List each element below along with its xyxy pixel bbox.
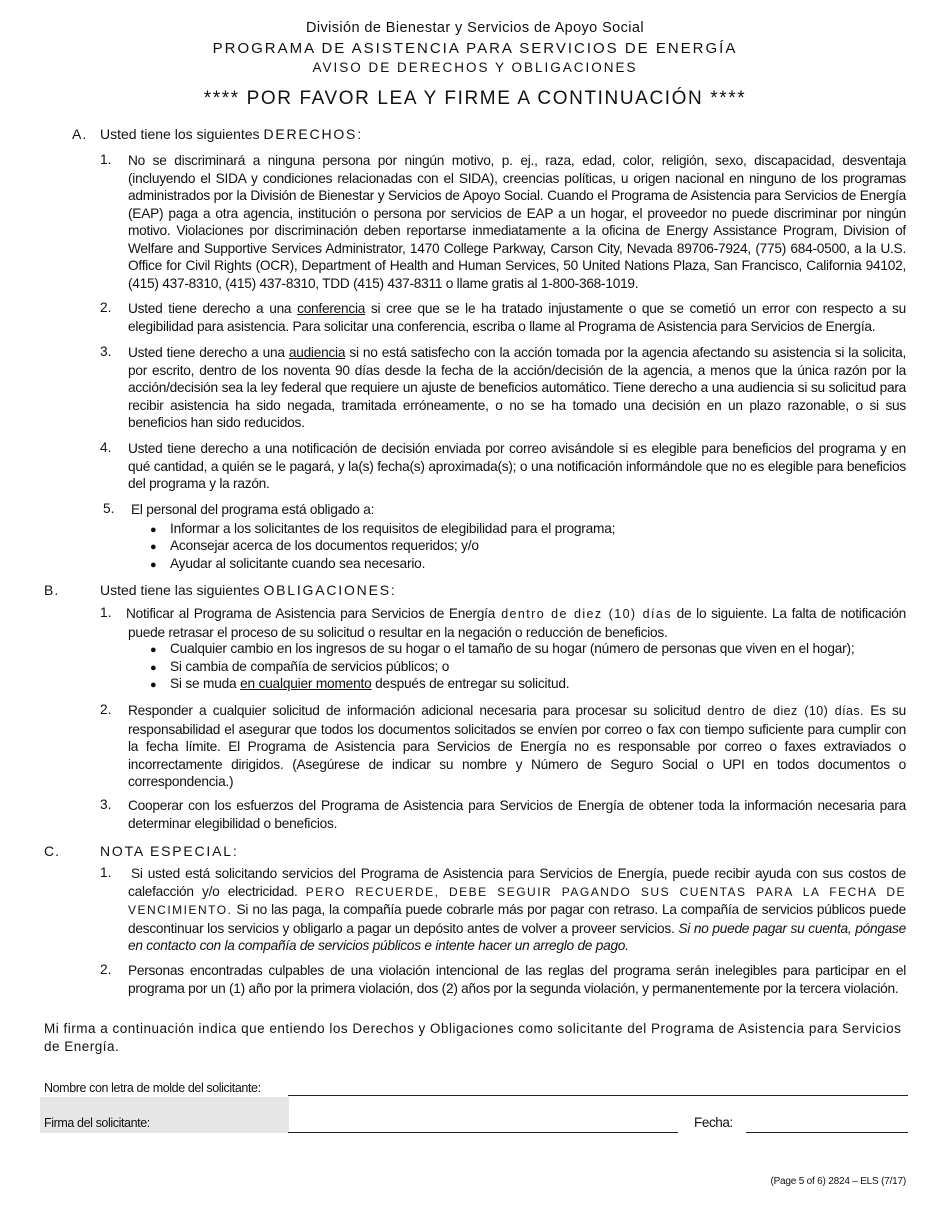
- page-footer: (Page 5 of 6) 2824 – ELS (7/17): [770, 1176, 906, 1187]
- program-name: PROGRAMA DE ASISTENCIA PARA SERVICIOS DE ENERGÍA: [212, 40, 738, 57]
- text-run: si cree que se le ha tratado injustamente o que se cometió un error con respecto a su elegibilidad para asistencia. Para solicitar una conferencia, escriba o llame al Programa de Asistencia para Servicios de Energía.: [128, 301, 906, 334]
- item-number: 5.: [103, 501, 115, 516]
- obligation-cooperate: Cooperar con los esfuerzos del Programa de Asistencia para Servicios de Energía de obtener toda la información necesaria para determinar elegibilidad o beneficios.: [128, 798, 906, 831]
- note-keep-paying-bills: [128, 865, 906, 955]
- section-title-text: Usted tiene las siguientes: [100, 582, 264, 598]
- italic-advice: Si no puede pagar su cuenta, póngase en contacto con la compañía de servicios públicos e intente hacer un arreglo de pago.: [128, 920, 907, 953]
- section-letter: B.: [44, 582, 60, 598]
- list-item-text: Si se muda: [170, 676, 241, 691]
- bullet-icon: ●: [150, 541, 157, 553]
- item-number: 2.: [100, 702, 112, 717]
- text-run: si no está satisfecho con la acción tomada por la agencia afectando su asistencia si la solicita, por escrito, dentro de los noventa 90 días desde la fecha de la acción/decisión de la agencia, a menos que la única razón por la acción/decisión sea la ley federal que requiere un ajuste de beneficios automático. Tiene derecho a una audiencia si su solicitud para recibir asistencia ha sido negada, tramitada erróneamente, o no se ha tomado una decisión en un plazo razonable, o si sus beneficios han sido reducidos.: [128, 345, 906, 430]
- item-number: 1.: [100, 152, 112, 167]
- signature-field[interactable]: [288, 1132, 678, 1133]
- list-item-text: Cualquier cambio en los ingresos de su hogar o el tamaño de su hogar (número de personas que viven en el hogar);: [170, 641, 855, 656]
- obligation-notify-changes: [128, 605, 906, 641]
- section-title-keyword: DERECHOS: [263, 126, 358, 142]
- notice-title: AVISO DE DERECHOS Y OBLIGACIONES: [312, 60, 638, 75]
- bullet-icon: ●: [150, 644, 157, 656]
- list-item: [150, 675, 569, 695]
- emphasized-deadline: dentro de diez (10) días.: [700, 704, 864, 718]
- section-letter: C.: [44, 843, 60, 859]
- underlined-term: conferencia: [297, 301, 366, 316]
- item-number: 2.: [100, 962, 112, 977]
- item-number: 3.: [100, 344, 112, 359]
- text-run: Si no las paga, la compañía puede cobrarle más por pagar con retraso. La compañía de servicios públicos puede descontinuar los servicios y obligarlo a pagar un depósito antes de volver a proveer servicios.: [128, 902, 906, 936]
- list-item: [150, 537, 479, 557]
- section-title-keyword: OBLIGACIONES: [263, 582, 391, 598]
- note-violation-penalty: Personas encontradas culpables de una violación intencional de las reglas del programa serán inelegibles para participar en el programa por un (1) año por la primera violación, dos (2) años por la segunda violación, y permanentemente por la tercera violación.: [128, 963, 906, 996]
- item-number: 2.: [100, 300, 112, 315]
- bullet-icon: ●: [150, 524, 157, 536]
- bullet-icon: ●: [150, 559, 157, 571]
- list-item: [150, 555, 425, 575]
- agency-name: División de Bienestar y Servicios de Apoyo Social: [306, 20, 644, 36]
- text-run: Notificar al Programa de Asistencia para Servicios de Energía: [126, 606, 496, 621]
- right-nondiscrimination: No se discriminará a ninguna persona por ningún motivo, p. ej., raza, edad, color, religión, sexo, discapacidad, desventaja (incluyendo el SIDA y condiciones relacionadas con el SIDA), creencias políticas, u origen nacional en ninguno de los programas administrados por la División de Bienestar y Servicios de Apoyo Social. Cuando el Programa de Asistencia para Servicios de Energía (EAP) paga a otra agencia, institución o persona por servicios de EAP a un hogar, el proveedor no puede discriminar por ningún motivo. Violaciones por discriminación deben reportarse inmediatamente a la oficina de Energy Assistance Program, Division of Welfare and Supportive Services Administrator, 1470 College Parkway, Carson City, Nevada 89706-7924, (775) 684-0500, a la U.S. Office for Civil Rights (OCR), Department of Health and Human Services, 50 United Nations Plaza, San Francisco, California 94102, (415) 437-8310, (415) 437-8310, TDD (415) 437-8311 o llame gratis al 1-800-368-1019.: [128, 153, 906, 291]
- printed-name-field[interactable]: [288, 1095, 908, 1096]
- item-number: 1.: [100, 605, 112, 620]
- section-title-text: NOTA ESPECIAL:: [100, 843, 239, 859]
- text-run: Usted tiene derecho a una: [128, 345, 289, 360]
- right-conference: [128, 300, 906, 335]
- list-item-text: Informar a los solicitantes de los requisitos de elegibilidad para el programa;: [170, 521, 616, 536]
- list-item-text: Aconsejar acerca de los documentos requeridos; y/o: [170, 538, 479, 553]
- section-title-text: Usted tiene los siguientes: [100, 126, 264, 142]
- list-item-text: Si cambia de compañía de servicios públicos; o: [170, 659, 450, 674]
- emphasized-deadline: dentro de diez (10) días: [495, 607, 672, 621]
- signature-statement: Mi firma a continuación indica que entiendo los Derechos y Obligaciones como solicitante del Programa de Asistencia para Servicios de Energía.: [44, 1021, 902, 1054]
- text-run: de lo siguiente. La falta de notificación puede retrasar el proceso de su solicitud o resultar en la negación o reducción de beneficios.: [128, 606, 906, 640]
- text-run: Usted tiene derecho a una: [128, 301, 298, 316]
- bullet-icon: ●: [150, 662, 157, 674]
- underlined-term: audiencia: [288, 345, 346, 360]
- staff-obligations-intro: El personal del programa está obligado a:: [131, 502, 375, 517]
- printed-name-label: Nombre con letra de molde del solicitante:: [44, 1081, 261, 1095]
- text-run: Es su responsabilidad el asegurar que todos los documentos solicitados se envíen por correo o fax con tiempo suficiente para cumplir con la fecha límite. El Programa de Asistencia para Servicios de Energía no es responsable por correo o faxes extraviados o incorrectamente dirigidos. (Asegúrese de indicar su nombre y Número de Seguro Social o UPI en todos documentos o correspondencia.): [128, 703, 906, 789]
- list-item: [150, 640, 854, 660]
- read-and-sign-instruction: **** POR FAVOR LEA Y FIRME A CONTINUACIÓN ****: [203, 88, 747, 109]
- section-title-colon: :: [357, 126, 362, 142]
- text-run: Si usted está solicitando servicios del Programa de Asistencia para Servicios de Energía, puede recibir ayuda con sus costos de calefacción y/o electricidad.: [128, 866, 906, 899]
- list-item-text: después de entregar su solicitud.: [371, 676, 570, 691]
- right-decision-notice: Usted tiene derecho a una notificación de decisión enviada por correo avisándole si es elegible para beneficios del programa y en qué cantidad, a quién se le pagará, y la(s) fecha(s) aproximada(s); o una notificación informándole que no es elegible para beneficios del programa y la razón.: [128, 441, 906, 491]
- underlined-term: en cualquier momento: [240, 676, 372, 691]
- bullet-icon: ●: [150, 679, 157, 691]
- item-number: 4.: [100, 440, 112, 455]
- list-item-text: Ayudar al solicitante cuando sea necesario.: [170, 556, 426, 571]
- obligation-respond-requests: [128, 702, 906, 791]
- date-field[interactable]: [746, 1132, 908, 1133]
- item-number: 1.: [100, 865, 112, 880]
- emphasized-warning: PERO RECUERDE, DEBE SEGUIR PAGANDO SUS CUENTAS PARA LA FECHA DE VENCIMIENTO.: [128, 884, 906, 917]
- right-hearing: [128, 344, 906, 432]
- signature-label: Firma del solicitante:: [44, 1116, 150, 1130]
- section-letter: A.: [72, 126, 88, 142]
- date-label: Fecha:: [694, 1115, 733, 1130]
- item-number: 3.: [100, 797, 112, 812]
- text-run: Responder a cualquier solicitud de información adicional necesaria para procesar su solicitud: [128, 703, 701, 718]
- section-title-colon: :: [390, 582, 395, 598]
